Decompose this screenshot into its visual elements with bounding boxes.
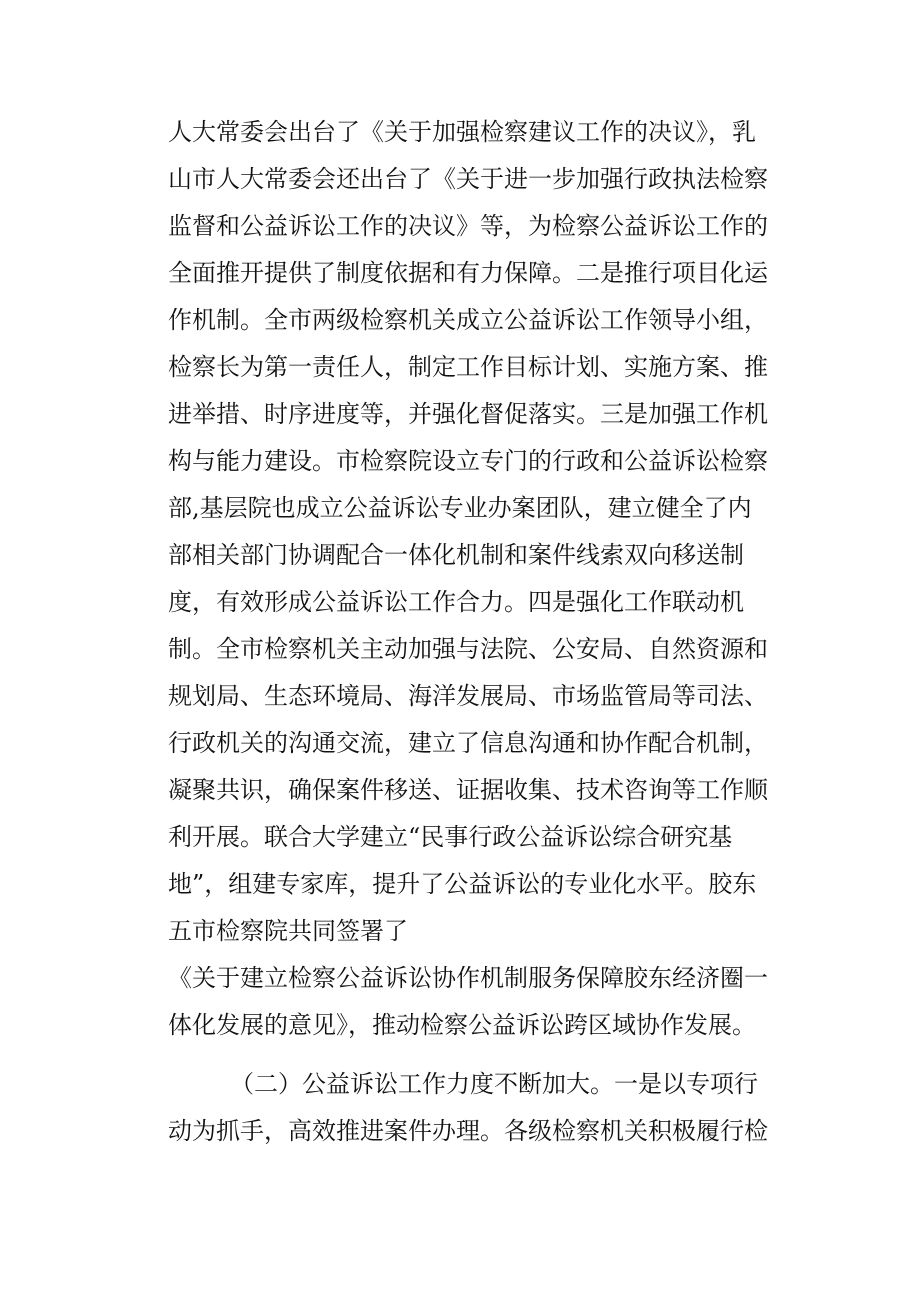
text-line: 度，有效形成公益诉讼工作合力。四是强化工作联动机 bbox=[168, 588, 744, 616]
text-line: 五市检察院共同签署了 bbox=[168, 917, 408, 945]
text-line: 地”，组建专家库，提升了公益诉讼的专业化水平。胶东 bbox=[168, 870, 757, 898]
text-line: 检察长为第一责任人，制定工作目标计划、实施方案、推 bbox=[168, 353, 768, 381]
text-line: 利开展。联合大学建立“民事行政公益诉讼综合研究基 bbox=[168, 823, 733, 851]
text-line: 部,基层院也成立公益诉讼专业办案团队，建立健全了内 bbox=[168, 494, 752, 522]
text-line: 凝聚共识，确保案件移送、证据收集、技术咨询等工作顺 bbox=[168, 776, 768, 804]
text-line: 动为抓手，高效推进案件办理。各级检察机关积极履行检 bbox=[168, 1117, 768, 1145]
text-line: 行政机关的沟通交流，建立了信息沟通和协作配合机制， bbox=[168, 729, 768, 757]
text-line: 制。全市检察机关主动加强与法院、公安局、自然资源和 bbox=[168, 635, 768, 663]
text-line: 作机制。全市两级检察机关成立公益诉讼工作领导小组， bbox=[168, 306, 768, 334]
text-line: 规划局、生态环境局、海洋发展局、市场监管局等司法、 bbox=[168, 682, 768, 710]
text-line: 构与能力建设。市检察院设立专门的行政和公益诉讼检察 bbox=[168, 447, 768, 475]
text-line: 《关于建立检察公益诉讼协作机制服务保障胶东经济圈一 bbox=[168, 964, 768, 992]
text-line: 部相关部门协调配合一体化机制和案件线索双向移送制 bbox=[168, 541, 744, 569]
text-line: 全面推开提供了制度依据和有力保障。二是推行项目化运 bbox=[168, 259, 768, 287]
text-line: 山市人大常委会还出台了《关于进一步加强行政执法检察 bbox=[168, 165, 768, 193]
paragraph-first-line: （二）公益诉讼工作力度不断加大。一是以专项行 bbox=[230, 1070, 758, 1098]
text-line: 体化发展的意见》，推动检察公益诉讼跨区域协作发展。 bbox=[168, 1011, 756, 1039]
text-line: 监督和公益诉讼工作的决议》等，为检察公益诉讼工作的 bbox=[168, 212, 768, 240]
text-line: 人大常委会出台了《关于加强检察建议工作的决议》，乳 bbox=[168, 118, 756, 146]
text-line: 进举措、时序进度等，并强化督促落实。三是加强工作机 bbox=[168, 400, 768, 428]
